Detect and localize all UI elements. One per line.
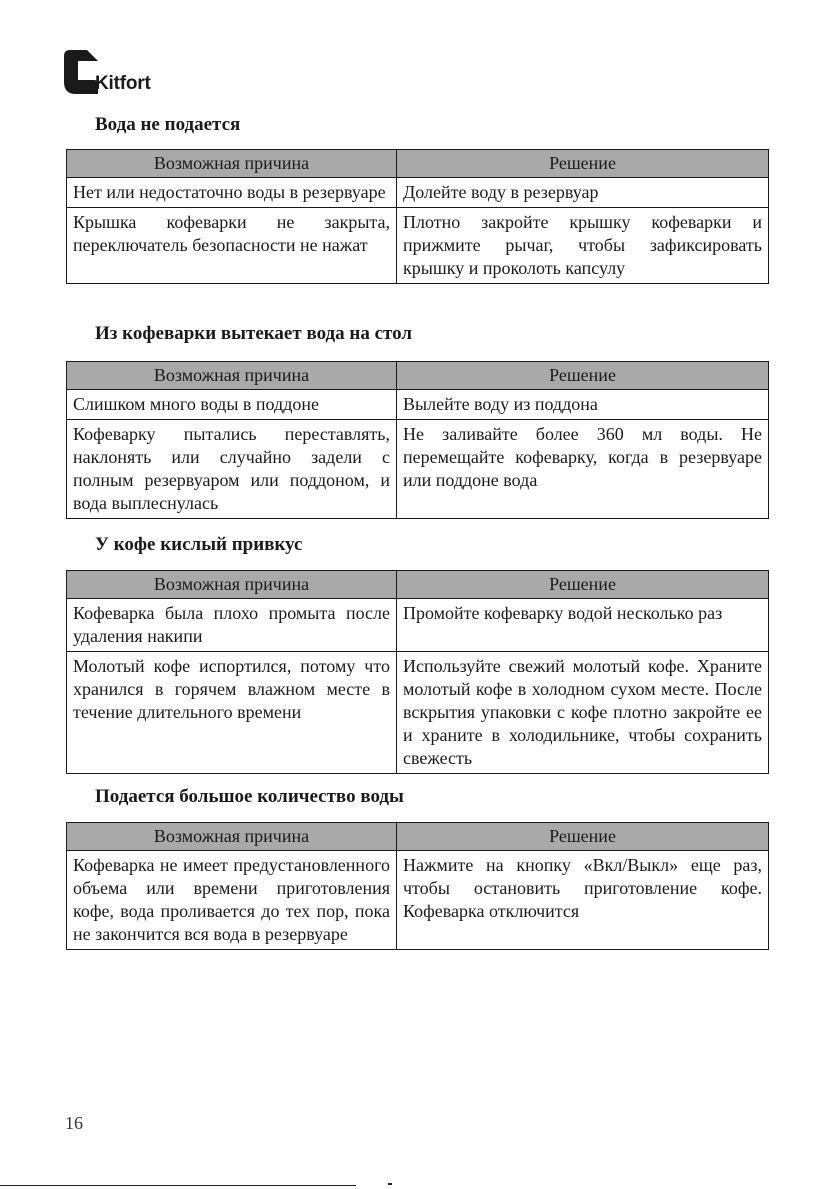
- cause-cell: Слишком много воды в поддоне: [67, 390, 397, 420]
- brand-logo: [64, 50, 174, 96]
- troubleshooting-table: [66, 570, 769, 774]
- table-row: [67, 390, 769, 420]
- section-title: У кофе кислый привкус: [95, 534, 303, 555]
- crop-mark: [0, 1185, 356, 1186]
- section-title: Из кофеварки вытекает вода на стол: [95, 323, 413, 344]
- header-cause: Возможная причина: [67, 823, 397, 851]
- crop-tick: [388, 1183, 392, 1185]
- header-solution: Решение: [397, 823, 769, 851]
- solution-cell: Долейте воду в резервуар: [397, 178, 769, 208]
- table-row: [67, 851, 769, 950]
- table-header-row: [67, 823, 769, 851]
- header-solution: Решение: [397, 362, 769, 390]
- header-solution: Решение: [397, 150, 769, 178]
- section-title: Вода не подается: [95, 114, 241, 135]
- kitfort-logo-icon: [64, 50, 98, 94]
- solution-cell: Нажмите на кнопку «Вкл/Выкл» еще раз, чтобы остановить приготовление кофе. Кофеварка отключится: [397, 851, 769, 950]
- brand-name: Kitfort: [95, 73, 151, 94]
- cause-cell: Нет или недостаточно воды в резервуаре: [67, 178, 397, 208]
- table-row: [67, 178, 769, 208]
- cause-cell: Молотый кофе испортился, потому что хранился в горячем влажном месте в течение длительного времени: [67, 652, 397, 774]
- cause-cell: Крышка кофеварки не закрыта, переключатель безопасности не нажат: [67, 208, 397, 284]
- solution-cell: Плотно закройте крышку кофеварки и прижмите рычаг, чтобы зафиксировать крышку и проколоть капсулу: [397, 208, 769, 284]
- page-number: 16: [65, 1113, 83, 1133]
- troubleshooting-table: [66, 822, 769, 950]
- solution-cell: Промойте кофеварку водой несколько раз: [397, 599, 769, 652]
- header-cause: Возможная причина: [67, 571, 397, 599]
- troubleshooting-table: [66, 149, 769, 284]
- cause-cell: Кофеварка не имеет предустановленного объема или времени приготовления кофе, вода проливается до тех пор, пока не закончится вся вода в резервуаре: [67, 851, 397, 950]
- table-row: [67, 652, 769, 774]
- section-title: Подается большое количество воды: [95, 786, 404, 807]
- solution-cell: Вылейте воду из поддона: [397, 390, 769, 420]
- header-cause: Возможная причина: [67, 150, 397, 178]
- table-row: [67, 420, 769, 519]
- table-header-row: [67, 150, 769, 178]
- table-row: [67, 208, 769, 284]
- cause-cell: Кофеварку пытались переставлять, наклонять или случайно задели с полным резервуаром или поддоном, и вода выплеснулась: [67, 420, 397, 519]
- cause-cell: Кофеварка была плохо промыта после удаления накипи: [67, 599, 397, 652]
- solution-cell: Не заливайте более 360 мл воды. Не перемещайте кофеварку, когда в резервуаре или поддоне вода: [397, 420, 769, 519]
- header-cause: Возможная причина: [67, 362, 397, 390]
- troubleshooting-table: [66, 361, 769, 519]
- table-row: [67, 599, 769, 652]
- table-header-row: [67, 571, 769, 599]
- table-header-row: [67, 362, 769, 390]
- header-solution: Решение: [397, 571, 769, 599]
- solution-cell: Используйте свежий молотый кофе. Храните молотый кофе в холодном сухом месте. После вскрытия упаковки с кофе плотно закройте ее и храните в холодильнике, чтобы сохранить свежесть: [397, 652, 769, 774]
